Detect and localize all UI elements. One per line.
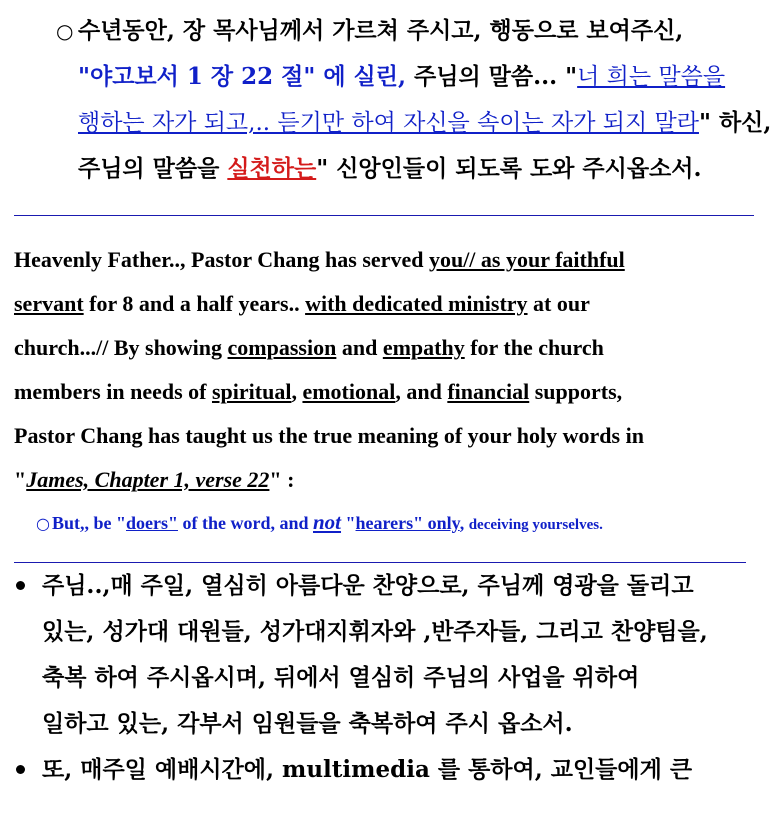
english-line-2 — [14, 282, 764, 326]
scripture-verse-line — [14, 502, 764, 545]
english-line-3 — [14, 326, 764, 370]
english-text: supports, — [529, 379, 623, 404]
underlined-text: empathy — [382, 335, 465, 360]
underlined-text: financial — [447, 379, 530, 404]
korean-text: " 하신, — [698, 109, 772, 136]
quote-mark: " — [14, 467, 27, 492]
english-text: Pastor Chang has taught us the true meaning of your holy words in — [14, 423, 644, 448]
verse-text: deceiving yourselves. — [468, 517, 603, 533]
english-line-5 — [14, 414, 764, 458]
hollow-circle-bullet-icon: ○ — [36, 514, 50, 533]
korean-line-1 — [56, 8, 771, 54]
korean-line-4 — [56, 146, 771, 192]
korean-text: 일하고 있는, 각부서 임원들을 축복하여 주시 옵소서. — [42, 710, 573, 737]
scripture-quote-link[interactable]: 너 희는 말씀을 — [577, 64, 726, 90]
verse-text: , — [459, 513, 469, 533]
korean-paragraph-1 — [56, 8, 771, 192]
list-item — [14, 747, 772, 793]
divider-line — [14, 215, 754, 216]
verse-text: " — [341, 513, 356, 533]
korean-text: 또, 매주일 예배시간에, multimedia 를 통하여, 교인들에게 큰 — [42, 756, 693, 783]
korean-text: 주님..,매 주일, 열심히 아름다운 찬양으로, 주님께 영광을 돌리고 — [42, 572, 694, 599]
korean-paragraph-2 — [14, 563, 772, 793]
scripture-quote-link[interactable]: 행하는 자가 되고,.. 듣기만 하여 자신을 속이는 자가 되지 말라 — [78, 110, 699, 136]
english-text: and — [336, 335, 383, 360]
underlined-text: doers" — [125, 513, 178, 533]
english-text: , and — [395, 379, 448, 404]
english-paragraph — [14, 238, 764, 545]
bullet-dot-icon — [16, 581, 25, 590]
verse-text: of the word, and — [177, 513, 313, 533]
quote-mark: " : — [269, 467, 295, 492]
underlined-text: spiritual — [211, 379, 292, 404]
english-text: church...// By showing — [14, 335, 228, 360]
list-item — [14, 563, 772, 747]
underlined-text: compassion — [227, 335, 337, 360]
english-text: , — [291, 379, 303, 404]
korean-text: 주님의 말씀... " — [406, 63, 578, 90]
english-text: Heavenly Father.., Pastor Chang has served — [14, 247, 429, 272]
korean-text: 수년동안, 장 목사님께서 가르쳐 주시고, 행동으로 보여주신, — [78, 17, 684, 44]
english-text: for 8 and a half years.. — [83, 291, 306, 316]
verse-text: But,, be " — [51, 513, 126, 533]
korean-text: " 신앙인들이 되도록 도와 주시옵소서. — [316, 155, 702, 182]
bullet-dot-icon — [16, 765, 25, 774]
korean-text: 에 실린, — [315, 63, 407, 90]
english-text: at our — [527, 291, 590, 316]
underlined-text: hearers" only — [355, 513, 460, 533]
english-line-4 — [14, 370, 764, 414]
english-line-6 — [14, 458, 764, 502]
english-line-1 — [14, 238, 764, 282]
quote-mark: " — [78, 63, 90, 90]
underlined-text: you// as your faithful — [428, 247, 625, 272]
english-text: members in needs of — [14, 379, 212, 404]
korean-line-2 — [56, 54, 771, 100]
underlined-text: emotional — [302, 379, 396, 404]
emphasis-text: not — [313, 510, 342, 534]
underlined-text: servant — [14, 291, 84, 316]
korean-line-3 — [56, 100, 771, 146]
hollow-circle-bullet-icon: ○ — [56, 19, 74, 43]
korean-text: 주님의 말씀을 — [78, 155, 228, 182]
emphasis-red-text: 실천하는 — [227, 155, 317, 182]
english-text: for the church — [464, 335, 604, 360]
bible-reference: 야고보서 1 장 22 절 — [89, 63, 304, 90]
korean-text: 축복 하여 주시옵시며, 뒤에서 열심히 주님의 사업을 위하여 — [42, 664, 640, 691]
korean-text: 있는, 성가대 대원들, 성가대지휘자와 ,반주자들, 그리고 찬양팀을, — [42, 618, 708, 645]
underlined-text: with dedicated ministry — [305, 291, 528, 316]
quote-mark: " — [303, 63, 316, 90]
bible-reference: James, Chapter 1, verse 22 — [26, 467, 270, 492]
